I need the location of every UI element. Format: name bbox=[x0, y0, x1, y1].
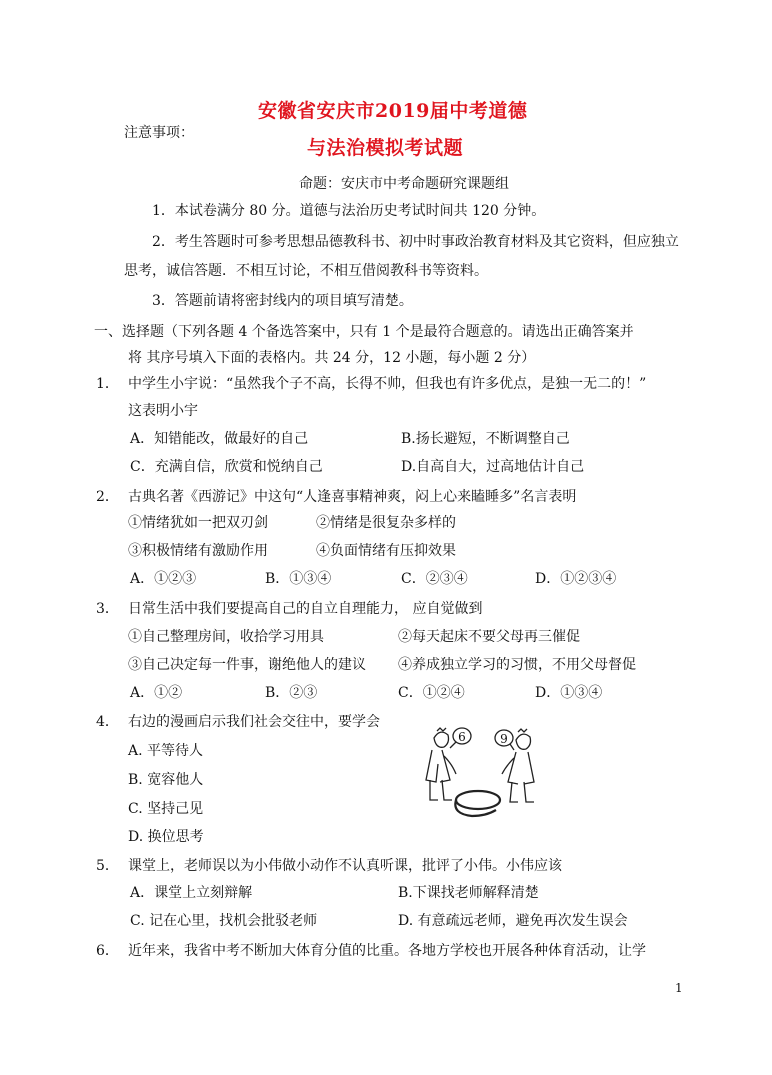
q4-option-b: B. 宽容他人 bbox=[128, 772, 204, 788]
q4-number: 4． bbox=[96, 714, 119, 730]
q2-option-d: D．①②③④ bbox=[535, 571, 617, 587]
q1-option-a: A．知错能改，做最好的自己 bbox=[130, 431, 309, 447]
q3-option-b: B．②③ bbox=[265, 685, 318, 701]
q2-item-4: ④负面情绪有压抑效果 bbox=[316, 543, 456, 559]
left-bubble-digit: 6 bbox=[458, 730, 466, 744]
q3-stem: 日常生活中我们要提高自己的自立自理能力， 应自觉做到 bbox=[128, 601, 483, 617]
q2-stem: 古典名著《西游记》中这句“人逢喜事精神爽，闷上心来瞌睡多”名言表明 bbox=[128, 489, 577, 505]
q3-item-2: ②每天起床不要父母再三催促 bbox=[398, 629, 580, 645]
q1-option-b: B.扬长避短，不断调整自己 bbox=[401, 431, 570, 447]
page-number: 1 bbox=[675, 981, 683, 995]
q3-item-1: ①自己整理房间，收拾学习用具 bbox=[128, 629, 324, 645]
q3-option-a: A．①② bbox=[130, 685, 183, 701]
title-line-1: 安徽省安庆市2019届中考道德 bbox=[258, 100, 528, 122]
q4-option-c: C. 坚持己见 bbox=[128, 801, 204, 817]
q5-stem: 课堂上，老师误以为小伟做小动作不认真听课，批评了小伟。小伟应该 bbox=[128, 858, 562, 874]
notice-label: 注意事项： bbox=[124, 125, 194, 141]
q2-item-3: ③积极情绪有激励作用 bbox=[128, 543, 268, 559]
q5-option-b: B.下课找老师解释清楚 bbox=[398, 885, 539, 901]
note-2-cont: 思考，诚信答题．不相互讨论，不相互借阅教科书等资料。 bbox=[124, 263, 488, 279]
q2-item-1: ①情绪犹如一把双刃剑 bbox=[128, 515, 268, 531]
q4-stem: 右边的漫画启示我们社会交往中，要学会 bbox=[128, 714, 380, 730]
q1-option-d: D.自高自大，过高地估计自己 bbox=[401, 459, 585, 475]
q2-item-2: ②情绪是很复杂多样的 bbox=[316, 515, 456, 531]
q1-stem: 中学生小宇说：“虽然我个子不高，长得不帅，但我也有许多优点，是独一无二的！” bbox=[128, 376, 647, 392]
author-line: 命题：安庆市中考命题研究课题组 bbox=[299, 176, 509, 192]
q5-option-d: D. 有意疏远老师，避免再次发生误会 bbox=[398, 913, 628, 929]
q2-number: 2． bbox=[96, 489, 119, 505]
q4-option-d: D. 换位思考 bbox=[128, 829, 204, 845]
six-nine-cartoon bbox=[412, 716, 552, 820]
q3-option-c: C．①②④ bbox=[398, 685, 465, 701]
q1-stem-cont: 这表明小宇 bbox=[128, 403, 198, 419]
q3-number: 3． bbox=[96, 601, 119, 617]
q3-item-3: ③自己决定每一件事，谢绝他人的建议 bbox=[128, 657, 366, 673]
q1-option-c: C．充满自信，欣赏和悦纳自己 bbox=[130, 459, 323, 475]
q6-number: 6． bbox=[96, 943, 119, 959]
note-1: 1．本试卷满分 80 分。道德与法治历史考试时间共 120 分钟。 bbox=[152, 203, 546, 219]
q2-option-b: B．①③④ bbox=[265, 571, 332, 587]
right-bubble-digit: 9 bbox=[500, 732, 508, 746]
q5-number: 5． bbox=[96, 858, 119, 874]
q1-number: 1． bbox=[96, 376, 119, 392]
q4-option-a: A. 平等待人 bbox=[128, 743, 204, 759]
note-2: 2．考生答题时可参考思想品德教科书、初中时事政治教育材料及其它资料，但应独立 bbox=[152, 234, 679, 250]
q3-item-4: ④养成独立学习的习惯，不用父母督促 bbox=[398, 657, 636, 673]
section-heading: 一、选择题（下列各题 4 个备选答案中，只有 1 个是最符合题意的。请选出正确答案并 bbox=[94, 324, 634, 340]
q2-option-c: C．②③④ bbox=[401, 571, 468, 587]
q5-option-c: C. 记在心里，找机会批驳老师 bbox=[130, 913, 318, 929]
title-line-2: 与法治模拟考试题 bbox=[307, 137, 464, 159]
section-heading-cont: 将 其序号填入下面的表格内。共 24 分，12 小题，每小题 2 分） bbox=[128, 350, 536, 366]
q6-stem: 近年来，我省中考不断加大体育分值的比重。各地方学校也开展各种体育活动，让学 bbox=[128, 943, 646, 959]
floor-digit-shape bbox=[456, 791, 500, 809]
note-3: 3．答题前请将密封线内的项目填写清楚。 bbox=[152, 293, 413, 309]
q5-option-a: A．课堂上立刻辩解 bbox=[130, 885, 253, 901]
q2-option-a: A．①②③ bbox=[130, 571, 197, 587]
left-person-figure bbox=[426, 728, 456, 800]
q3-option-d: D．①③④ bbox=[535, 685, 603, 701]
